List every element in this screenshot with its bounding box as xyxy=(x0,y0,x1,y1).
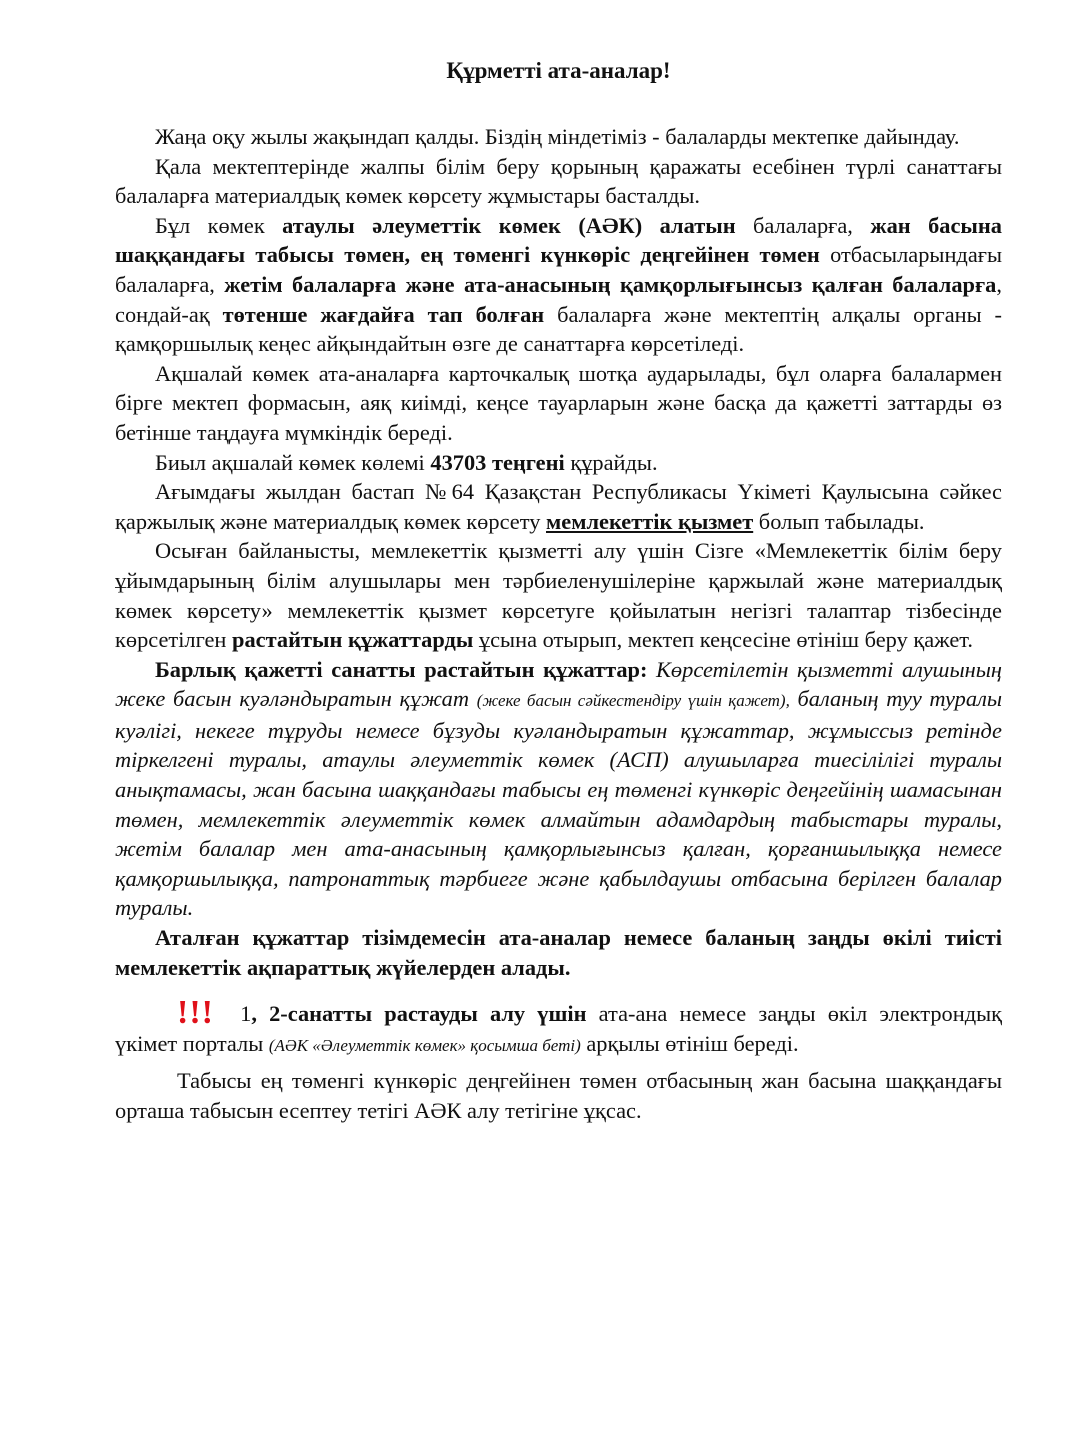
text-run: Осыған байланысты, мемлекеттік қызметті алу үшін Сізге «Мемлекеттік білім беру ұйымдарының білім алушылары мен тәрбиеленушілеріне қаржылай және материалдық көмек көрсету» мемлекеттік қызмет көрсетуге қойылатын негізгі талаптар тізбесінде көрсетілген xyxy=(115,538,1002,653)
bold-run: жан басына шаққандағы табысы төмен, ең төменгі күнкөріс деңгейінен төмен xyxy=(115,212,1002,268)
bold-run: атаулы әлеуметтік көмек (АӘК) алатын xyxy=(282,212,736,238)
paragraph-intro: Жаңа оқу жылы жақындап қалды. Біздің міндетіміз - балаларды мектепке дайындау. xyxy=(155,124,960,149)
italic-run: баланың туу туралы куәлігі, некеге тұруды немесе бұзуды куәландыратын құжаттар, жұмыссыз ретінде тіркелгені туралы, атаулы әлеуметтік көмек (АСП) алушыларға тиесілілігі туралы анықтамасы, жан басына шаққандағы табысы ең төменгі күнкөріс деңгейінің шамасынан төмен, мемлекеттік әлеуметтік көмек алмайтын адамдардың табыстары туралы, жетім балалар мен ата-анасының қамқорлығынсыз қалған, қорғаншылыққа немесе қамқоршылыққа, патронаттық тәрбиеге және қабылдаушы отбасына берілген балалар туралы. xyxy=(115,686,1002,921)
text-run: отбасыларындағы балаларға, xyxy=(115,242,1002,297)
paragraph-funding: Қала мектептерінде жалпы білім беру қорының қаражаты есебінен түрлі санаттағы балаларға материалдық көмек көрсету жұмыстары басталды. xyxy=(115,153,1002,209)
bold-run: төтенше жағдайға тап болған xyxy=(222,301,545,327)
text-run: ата-ана немесе заңды өкіл электрондық үкімет порталы xyxy=(115,1001,1003,1056)
amount-value: 43703 теңгені xyxy=(430,449,565,475)
text-run: Бұл көмек xyxy=(155,212,283,238)
italic-small-run: (жеке басын сәйкестендіру үшін қажет), xyxy=(476,691,790,711)
bold-run: Аталған құжаттар тізімдемесін ата-аналар немесе баланың заңды өкілі тиісті мемлекеттік ақпараттық жүйелерден алады. xyxy=(115,925,1002,980)
paragraph-amount xyxy=(115,448,1002,478)
exclamation-mark: !!! xyxy=(177,994,214,1032)
paragraph-info-systems xyxy=(115,923,1002,982)
paragraph-card-transfer: Ақшалай көмек ата-аналарға карточкалық шотқа аударылады, бұл оларға балалармен бірге мектеп формасын, аяқ киімді, кеңсе тауарларын және басқа да қажетті заттарды өз бетінше таңдауға мүмкіндік береді. xyxy=(115,360,1002,445)
text-run: балаларға және мектептің алқалы органы - қамқоршылық кеңес айқындайтын өзге де санаттарға көрсетіледі. xyxy=(115,301,1002,357)
text-run: 1 xyxy=(227,1001,252,1027)
paragraph-required-documents xyxy=(115,655,1002,923)
text-run: құрайды. xyxy=(564,449,658,475)
bold-run: жетім балаларға және ата-анасының қамқорлығынсыз қалған балаларға xyxy=(224,271,997,297)
bold-run: , 2-санатты растауды алу үшін xyxy=(251,1001,587,1027)
paragraph-state-service xyxy=(115,477,1002,536)
text-run: , сондай-ақ xyxy=(115,271,1002,327)
text-run: Ағымдағы жылдан бастап №64 Қазақстан Республикасы Үкіметі Қаулысына сәйкес қаржылық және материалдық көмек көрсету xyxy=(115,479,1002,534)
text-run: ұсына отырып, мектеп кеңсесіне өтініш беру қажет. xyxy=(473,627,973,653)
italic-run: Көрсетілетін қызметті алушының жеке басын куәләндыратын құжат xyxy=(115,656,1003,712)
paragraph-income-calc: Табысы ең төменгі күнкөріс деңгейінен төмен отбасының жан басына шаққандағы орташа табысын есептеу тетігі АӘК алу тетігіне ұқсас. xyxy=(115,1068,1002,1123)
paragraph-application xyxy=(115,536,1002,654)
text-run: балаларға, xyxy=(735,212,871,238)
text-run: Биыл ақшалай көмек көлемі xyxy=(155,449,431,475)
text-run: арқылы өтініш береді. xyxy=(580,1030,799,1056)
bold-run: Барлық қажетті санатты растайтын құжаттар: xyxy=(155,656,648,682)
italic-small-run: (АӘК «Әлеуметтік көмек» қосымша беті) xyxy=(268,1035,581,1055)
text-run: болып табылады. xyxy=(753,508,925,534)
paragraph-eligible-categories xyxy=(115,211,1002,359)
page-title: Құрметті ата-аналар! xyxy=(446,58,671,83)
bold-run: растайтын құжаттарды xyxy=(232,627,474,653)
paragraph-egov-portal xyxy=(115,996,1002,1060)
underlined-run: мемлекеттік қызмет xyxy=(546,508,754,534)
